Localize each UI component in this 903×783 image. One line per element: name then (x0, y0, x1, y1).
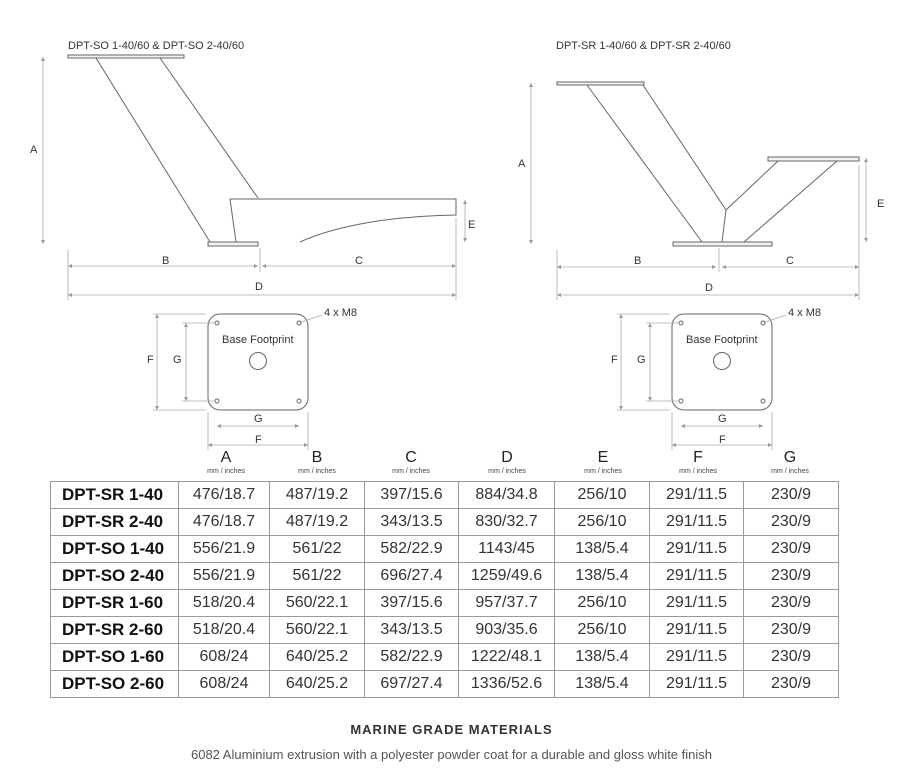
dimension-cell: 476/18.7 (179, 509, 270, 536)
right-dim-g-horizontal: G (718, 413, 727, 425)
right-bolt-label: 4 x M8 (788, 307, 822, 319)
model-name-cell: DPT-SO 2-40 (51, 563, 179, 590)
dimension-cell: 1259/49.6 (459, 563, 555, 590)
dimension-cell: 230/9 (744, 482, 839, 509)
model-name-cell: DPT-SO 2-60 (51, 671, 179, 698)
model-name-cell: DPT-SR 2-40 (51, 509, 179, 536)
table-row (51, 590, 839, 617)
dimension-cell: 230/9 (744, 536, 839, 563)
dimension-cell: 608/24 (179, 671, 270, 698)
dimension-cell: 560/22.1 (270, 617, 365, 644)
dimension-cell: 640/25.2 (270, 644, 365, 671)
col-letter: C (405, 449, 417, 466)
col-letter: E (597, 449, 609, 466)
left-dim-g-vertical: G (173, 354, 182, 366)
dimension-cell: 291/11.5 (650, 509, 744, 536)
model-name-cell: DPT-SR 1-60 (51, 590, 179, 617)
dimension-cell: 397/15.6 (365, 482, 459, 509)
dim-c-right: C (786, 255, 794, 267)
dim-b-right: B (634, 255, 642, 267)
dimension-cell: 518/20.4 (179, 617, 270, 644)
left-diagram-title: DPT-SO 1-40/60 & DPT-SO 2-40/60 (68, 40, 245, 52)
table-row (51, 671, 839, 698)
dimension-cell: 138/5.4 (555, 671, 650, 698)
table-row (51, 563, 839, 590)
dimension-cell: 291/11.5 (650, 617, 744, 644)
col-letter: A (220, 449, 232, 466)
dimension-cell: 256/10 (555, 482, 650, 509)
table-row (51, 617, 839, 644)
col-header-a (186, 450, 266, 475)
table-row (51, 509, 839, 536)
col-letter: B (311, 449, 323, 466)
dimension-cell: 230/9 (744, 590, 839, 617)
dimension-cell: 256/10 (555, 590, 650, 617)
col-header-f (658, 450, 738, 475)
dimension-cell: 291/11.5 (650, 563, 744, 590)
dimension-cell: 397/15.6 (365, 590, 459, 617)
sr-step-profile (557, 82, 859, 246)
dimension-cell: 487/19.2 (270, 509, 365, 536)
dimension-cell: 138/5.4 (555, 536, 650, 563)
dimension-cell: 256/10 (555, 617, 650, 644)
right-footprint-label: Base Footprint (686, 334, 758, 346)
left-bolt-label: 4 x M8 (324, 307, 358, 319)
dimension-cell: 487/19.2 (270, 482, 365, 509)
left-base-footprint (208, 314, 308, 410)
dimension-cell: 957/37.7 (459, 590, 555, 617)
dimension-cell: 230/9 (744, 644, 839, 671)
right-dim-f-vertical: F (611, 354, 618, 366)
col-header-b (277, 450, 357, 475)
dimension-cell: 518/20.4 (179, 590, 270, 617)
dimension-cell: 556/21.9 (179, 536, 270, 563)
table-row (51, 482, 839, 509)
dimension-cell: 608/24 (179, 644, 270, 671)
table-row (51, 644, 839, 671)
dimension-cell: 476/18.7 (179, 482, 270, 509)
dimensions-table (50, 481, 839, 698)
dimension-cell: 343/13.5 (365, 509, 459, 536)
col-unit: mm / inches (584, 468, 622, 475)
dimension-cell: 697/27.4 (365, 671, 459, 698)
col-header-c (371, 450, 451, 475)
dimension-cell: 582/22.9 (365, 536, 459, 563)
left-dim-g-horizontal: G (254, 413, 263, 425)
dimension-cell: 291/11.5 (650, 536, 744, 563)
col-letter: F (693, 449, 703, 466)
dimension-cell: 1222/48.1 (459, 644, 555, 671)
col-unit: mm / inches (488, 468, 526, 475)
right-diagram-title: DPT-SR 1-40/60 & DPT-SR 2-40/60 (556, 40, 731, 52)
dimension-cell: 291/11.5 (650, 590, 744, 617)
dimension-cell: 830/32.7 (459, 509, 555, 536)
col-header-e (563, 450, 643, 475)
materials-heading: MARINE GRADE MATERIALS (350, 722, 553, 737)
dimension-cell: 696/27.4 (365, 563, 459, 590)
dim-e-left: E (468, 219, 476, 231)
model-name-cell: DPT-SO 1-40 (51, 536, 179, 563)
dim-a-left: A (30, 144, 38, 156)
dimension-cell: 1143/45 (459, 536, 555, 563)
dim-a-right: A (518, 158, 526, 170)
dimension-cell: 556/21.9 (179, 563, 270, 590)
dimension-cell: 903/35.6 (459, 617, 555, 644)
so-dimension-lines (43, 57, 465, 300)
dimension-cell: 343/13.5 (365, 617, 459, 644)
col-unit: mm / inches (771, 468, 809, 475)
col-letter: G (783, 449, 797, 466)
dim-b-left: B (162, 255, 170, 267)
left-dim-f-vertical: F (147, 354, 154, 366)
dim-d-left: D (255, 281, 263, 293)
dim-c-left: C (355, 255, 363, 267)
sr-dimension-lines (531, 83, 866, 300)
col-header-d (467, 450, 547, 475)
left-dim-f-horizontal: F (255, 434, 262, 446)
model-name-cell: DPT-SR 2-60 (51, 617, 179, 644)
dimension-cell: 582/22.9 (365, 644, 459, 671)
right-dim-f-horizontal: F (719, 434, 726, 446)
col-unit: mm / inches (679, 468, 717, 475)
dimension-cell: 640/25.2 (270, 671, 365, 698)
col-header-g (750, 450, 830, 475)
right-base-footprint (672, 314, 772, 410)
dimension-cell: 256/10 (555, 509, 650, 536)
left-footprint-label: Base Footprint (222, 334, 294, 346)
dimension-cell: 561/22 (270, 536, 365, 563)
dimension-cell: 230/9 (744, 509, 839, 536)
dimension-cell: 138/5.4 (555, 563, 650, 590)
materials-description: 6082 Aluminium extrusion with a polyester powder coat for a durable and gloss white finish (190, 747, 712, 762)
model-name-cell: DPT-SO 1-60 (51, 644, 179, 671)
dim-d-right: D (705, 282, 713, 294)
col-unit: mm / inches (298, 468, 336, 475)
dimension-cell: 230/9 (744, 617, 839, 644)
right-dim-g-vertical: G (637, 354, 646, 366)
dimension-cell: 138/5.4 (555, 644, 650, 671)
dimension-cell: 291/11.5 (650, 671, 744, 698)
col-unit: mm / inches (207, 468, 245, 475)
dim-e-right: E (877, 198, 885, 210)
table-row (51, 536, 839, 563)
dimension-cell: 230/9 (744, 563, 839, 590)
dimension-cell: 291/11.5 (650, 644, 744, 671)
col-letter: D (501, 449, 513, 466)
so-step-profile (68, 55, 456, 246)
dimension-cell: 230/9 (744, 671, 839, 698)
dimension-cell: 561/22 (270, 563, 365, 590)
dimension-cell: 884/34.8 (459, 482, 555, 509)
model-name-cell: DPT-SR 1-40 (51, 482, 179, 509)
dimension-cell: 1336/52.6 (459, 671, 555, 698)
dimension-cell: 291/11.5 (650, 482, 744, 509)
dimension-cell: 560/22.1 (270, 590, 365, 617)
col-unit: mm / inches (392, 468, 430, 475)
